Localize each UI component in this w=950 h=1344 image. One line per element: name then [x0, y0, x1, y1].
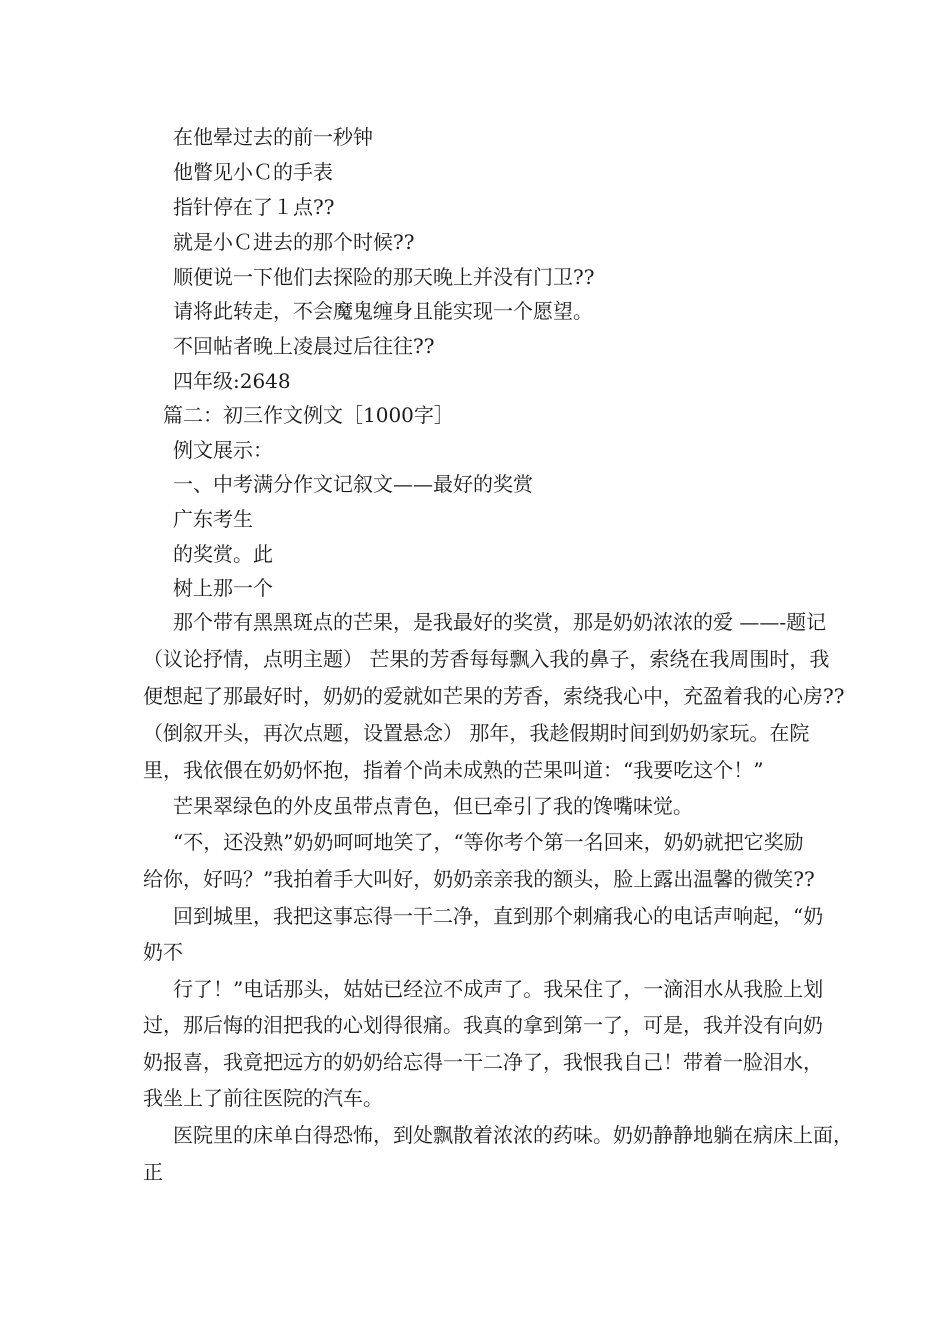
text-line: 就是小Ｃ进去的那个时候?? — [173, 230, 415, 254]
paragraph-line: 过，那后悔的泪把我的心划得很痛。我真的拿到第一了，可是，我并没有向奶 — [143, 1013, 823, 1037]
paragraph-line: 奶报喜，我竟把远方的奶奶给忘得一干二净了，我恨我自己！带着一脸泪水， — [143, 1050, 823, 1074]
text-line: 的奖赏。此 — [173, 542, 273, 566]
essay-title: 一、中考满分作文记叙文——最好的奖赏 — [173, 472, 533, 496]
paragraph-line: 我坐上了前往医院的汽车。 — [143, 1086, 383, 1110]
text-line: 例文展示： — [173, 438, 273, 462]
section-heading: 篇二：初三作文例文［1000字］ — [163, 403, 454, 427]
paragraph-line: 行了！”电话那头，姑姑已经泣不成声了。我呆住了，一滴泪水从我脸上划 — [173, 977, 824, 1001]
paragraph-line: 正 — [143, 1160, 163, 1184]
text-line: 广东考生 — [173, 507, 253, 531]
text-line: 请将此转走，不会魔鬼缠身且能实现一个愿望。 — [173, 299, 593, 323]
text-line: 四年级:2648 — [173, 369, 291, 393]
paragraph-line: 那个带有黑黑斑点的芒果，是我最好的奖赏，那是奶奶浓浓的爱 ——-题记 — [173, 610, 827, 634]
paragraph-line: 给你，好吗？”我拍着手大叫好，奶奶亲亲我的额头，脸上露出温馨的微笑?? — [143, 867, 815, 891]
paragraph-line: 回到城里，我把这事忘得一干二净，直到那个刺痛我心的电话声响起，“奶 — [173, 904, 824, 928]
paragraph-line: 芒果翠绿色的外皮虽带点青色，但已牵引了我的馋嘴味觉。 — [173, 794, 693, 818]
paragraph-line: “不，还没熟”奶奶呵呵地笑了，“等你考个第一名回来，奶奶就把它奖励 — [173, 830, 804, 854]
text-line: 不回帖者晚上凌晨过后往往?? — [173, 334, 435, 358]
text-line: 在他晕过去的前一秒钟 — [173, 125, 373, 149]
paragraph-line: 奶不 — [143, 940, 183, 964]
text-line: 顺便说一下他们去探险的那天晚上并没有门卫?? — [173, 265, 595, 289]
paragraph-line: （倒叙开头，再次点题，设置悬念） 那年，我趁假期时间到奶奶家玩。在院 — [143, 721, 810, 745]
paragraph-line: 里，我依偎在奶奶怀抱，指着个尚未成熟的芒果叫道：“我要吃这个！” — [143, 758, 764, 782]
paragraph-line: 医院里的床单白得恐怖，到处飘散着浓浓的药味。奶奶静静地躺在病床上面， — [173, 1123, 853, 1147]
text-line: 树上那一个 — [173, 576, 273, 600]
paragraph-line: 便想起了那最好时，奶奶的爱就如芒果的芳香，索绕我心中，充盈着我的心房?? — [143, 684, 845, 708]
text-line: 他瞥见小Ｃ的手表 — [173, 160, 333, 184]
text-line: 指针停在了１点?? — [173, 195, 335, 219]
paragraph-line: （议论抒情，点明主题） 芒果的芳香每每飘入我的鼻子，索绕在我周围时，我 — [143, 647, 830, 671]
